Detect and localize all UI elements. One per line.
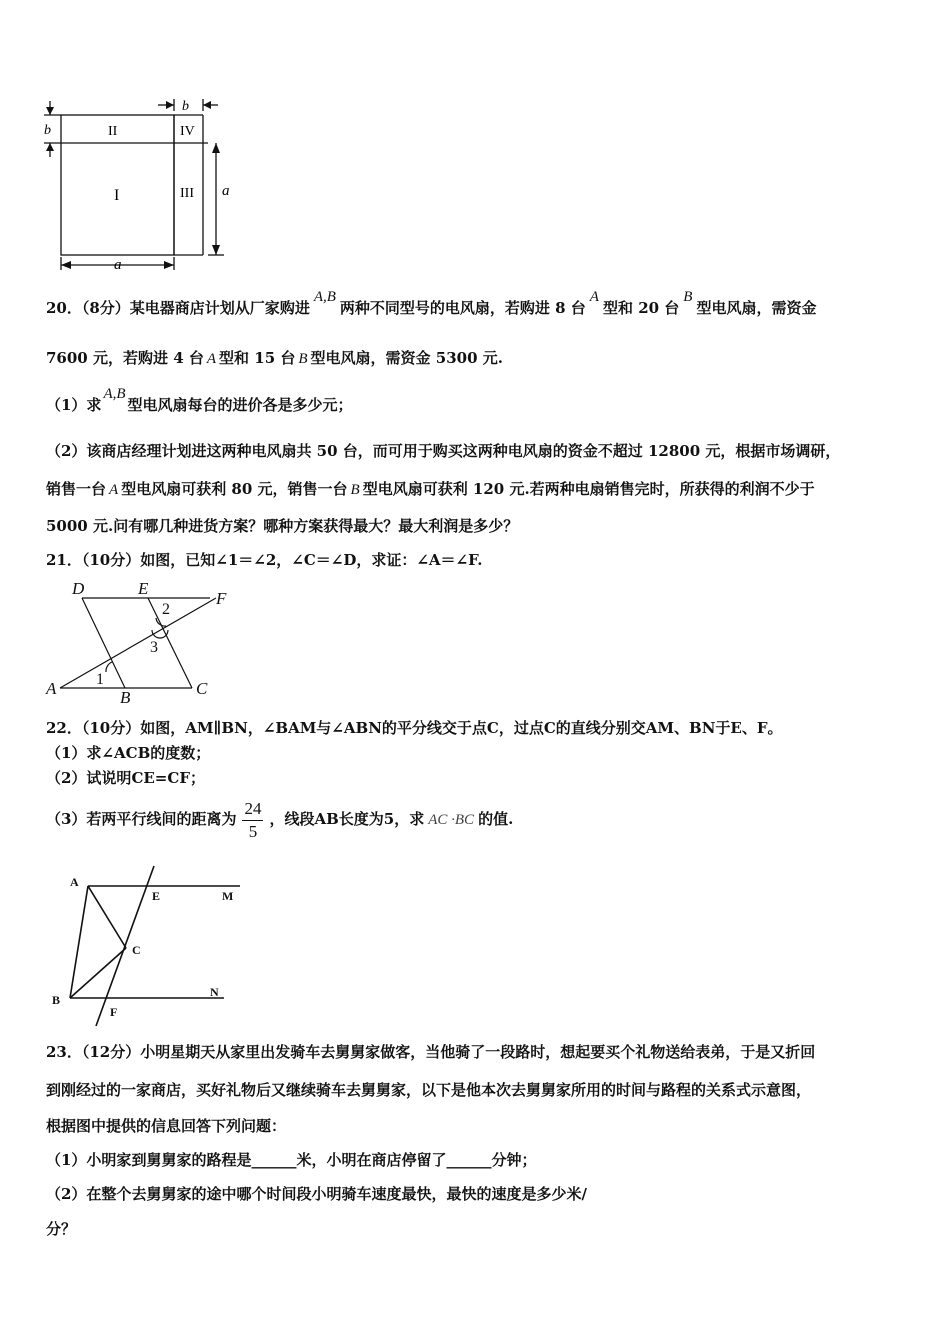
line-AB [70,886,88,998]
q23-text: 23．（12分）小明星期天从家里出发骑车去舅舅家做客，当他骑了一段路时，想起要买个礼物送给表弟，于是又折回 [46,1043,816,1061]
line-BC [70,948,126,998]
point-F-label: F [216,589,227,608]
var-B: B [298,351,308,367]
q20-line-1 [46,289,817,319]
point-M-label: M [222,889,234,903]
q20-text: （1）求 [46,396,102,414]
point-E-label: E [152,889,161,903]
point-C-label: C [196,679,208,698]
point-D-label: D [72,579,85,598]
region-III-label: III [180,186,194,201]
point-E-label: E [138,579,149,598]
var-AB: A,B [313,289,336,305]
q21-stem [46,550,482,570]
fraction-numerator: 24 [242,798,263,821]
a-right-label: a [222,183,230,199]
angle-1-label: 1 [96,671,104,688]
line-EF [96,866,154,1026]
q22-text: 的值. [478,810,514,828]
q22-part-3 [46,796,513,843]
q21-text: 21．（10分）如图，已知∠1＝∠2，∠C＝∠D，求证：∠A＝∠F. [46,551,483,569]
angle-3-label: 3 [150,639,158,656]
fraction-denominator: 5 [248,821,258,841]
q20-line-2 [46,348,503,369]
q23-text: 分？ [46,1220,77,1238]
outer-square [61,115,174,255]
point-B-label: B [52,993,61,1007]
q20-text: （2）该商店经理计划进这两种电风扇共 50 台，而可用于购买这两种电风扇的资金不超过 12800 元，根据市场调研， [46,442,841,460]
q20-text: 型电风扇可获利 80 元，销售一台 [121,480,348,498]
q23-line-3 [46,1116,286,1136]
q23-text: （2）在整个去舅舅家的途中哪个时间段小明骑车速度最快，最快的速度是多少米/ [46,1185,587,1203]
region-II-label: II [108,124,118,139]
point-N-label: N [210,985,219,999]
point-C-label: C [132,943,141,957]
q23-text: 根据图中提供的信息回答下列问题： [46,1117,287,1135]
q22-text: （3）若两平行线间的距离为 [46,810,237,828]
line-AC [88,886,126,948]
q22-text: 22．（10分）如图，AM∥BN，∠BAM与∠ABN的平分线交于点C，过点C的直线分别交AM、BN于E、F。 [46,719,783,737]
b-top-label: b [182,99,189,114]
line-AF [60,598,216,688]
q20-text: 型电风扇，需资金 [696,299,817,317]
q20-text: 型和 15 台 [219,349,296,367]
q22-text: （2）试说明CE=CF； [46,769,205,787]
q23-text: （1）小明家到舅舅家的路程是______米，小明在商店停留了______分钟； [46,1151,537,1169]
region-I-label: I [114,187,120,204]
q23-part-2 [46,1184,587,1204]
q20-text: 7600 元，若购进 4 台 [46,349,204,367]
q22-part-1 [46,743,210,763]
angle-2-label: 2 [162,601,170,618]
point-A-label: A [46,679,57,698]
expression-AC-BC: AC ·BC [428,812,475,828]
q20-text: 20．（8分）某电器商店计划从厂家购进 [46,299,310,317]
q22-text: （1）求∠ACB的度数； [46,744,211,762]
q20-text: 两种不同型号的电风扇，若购进 8 台 [339,299,586,317]
q22-stem [46,718,783,738]
point-A-label: A [70,875,79,889]
square-area-figure [38,95,248,275]
q23-part-1 [46,1150,536,1170]
q20-text: 型和 20 台 [602,299,680,317]
q20-text: 5000 元.问有哪几种进货方案？哪种方案获得最大？最大利润是多少？ [46,517,519,535]
q20-text: 型电风扇每台的进价各是多少元； [127,396,353,414]
q22-part-2 [46,768,205,788]
var-B: B [683,289,693,305]
q23-line-2 [46,1080,811,1100]
point-F-label: F [110,1005,118,1019]
angle-2-arc [156,618,166,626]
var-A: A [109,482,119,498]
q20-text: 型电风扇可获利 120 元.若两种电扇销售完时，所获得的利润不少于 [362,480,815,498]
q23-line-1 [46,1042,815,1062]
q20-part-2-line-3 [46,516,518,536]
q20-part-1 [46,386,353,416]
q20-part-2-line-2 [46,479,815,500]
region-IV-label: IV [180,124,195,139]
b-left-label: b [44,123,51,138]
fraction-24-5 [242,798,263,843]
q22-text: ，线段AB长度为5，求 [269,810,425,828]
q21-figure [40,576,240,704]
q22-figure [44,864,244,1030]
angle-1-arc [106,662,112,672]
q20-text: 销售一台 [46,480,107,498]
q23-text: 到刚经过的一家商店，买好礼物后又继续骑车去舅舅家，以下是他本次去舅舅家所用的时间与路程的关系式示意图， [46,1081,812,1099]
var-AB: A,B [103,386,126,402]
q20-part-2-line-1 [46,441,840,461]
a-bottom-label: a [114,257,122,273]
q23-part-2-cont [46,1219,76,1239]
var-A: A [206,351,217,367]
var-B: B [350,482,360,498]
point-B-label: B [120,688,131,704]
var-A: A [589,289,599,305]
q20-text: 型电风扇，需资金 5300 元. [310,349,503,367]
